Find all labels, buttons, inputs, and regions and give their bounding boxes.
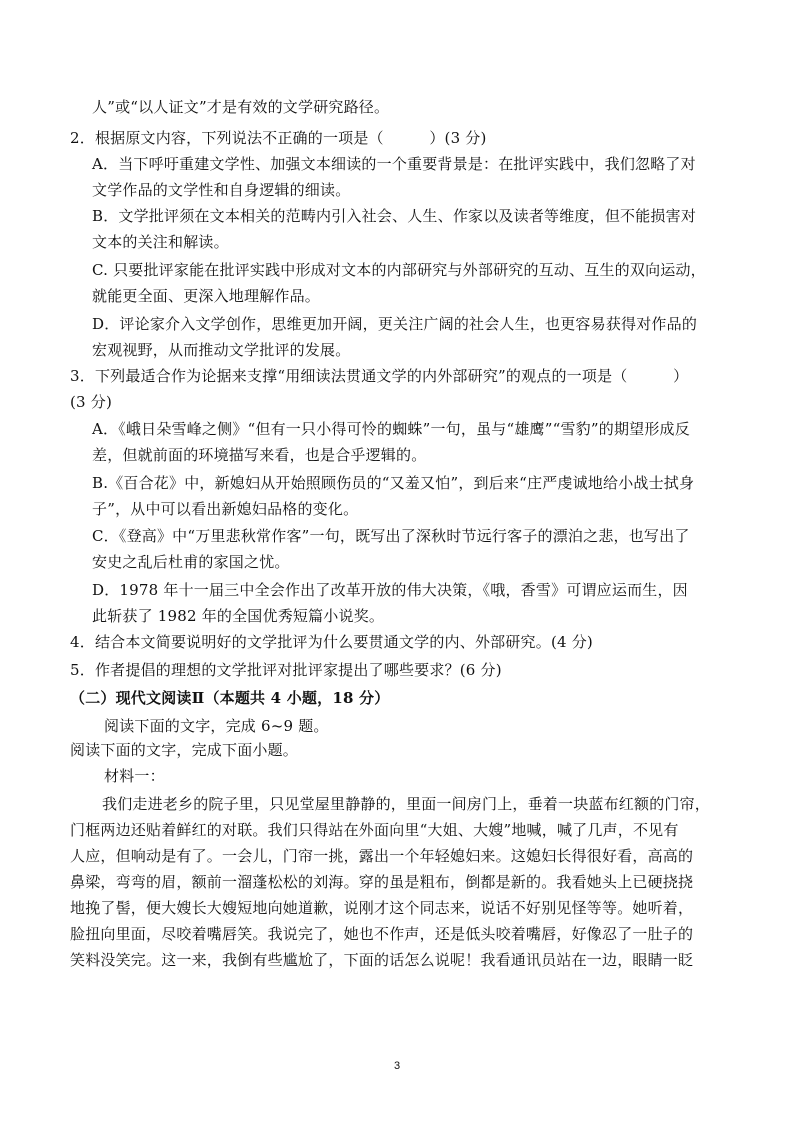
question-2-option-a-cont: 文学作品的文学性和自身逻辑的细读。	[92, 181, 351, 199]
question-4: 4．结合本文简要说明好的文学批评为什么要贯通文学的内、外部研究。(4 分)	[70, 633, 593, 651]
question-3-option-b: B.《百合花》中，新媳妇从开始照顾伤员的“又羞又怕”，到后来“庄严虔诚地给小战士拭身	[92, 474, 695, 492]
question-3-option-c: C．《登高》中“万里悲秋常作客”一句，既写出了深秋时节远行客子的漂泊之悲，也写出了	[92, 527, 690, 545]
question-3-stem: 3．下列最适合作为论据来支撑“用细读法贯通文学的内外部研究”的观点的一项是（ ）	[70, 367, 689, 385]
passage-line: 脸扭向里面，尽咬着嘴唇笑。我说完了，她也不作声，还是低头咬着嘴唇，好像忍了一肚子的	[70, 925, 694, 943]
question-2-option-b-cont: 文本的关注和解读。	[92, 233, 229, 251]
question-3-option-c-cont: 安史之乱后杜甫的家国之忧。	[92, 553, 290, 571]
section-2-instruction-alt: 阅读下面的文字，完成下面小题。	[70, 741, 299, 759]
passage-line: 我们走进老乡的院子里，只见堂屋里静静的，里面一间房门上，垂着一块蓝布红额的门帘，	[102, 795, 711, 813]
section-2-heading: （二）现代文阅读Ⅱ（本题共 4 小题，18 分）	[70, 689, 390, 707]
section-2-instruction: 阅读下面的文字，完成 6~9 题。	[104, 717, 329, 735]
question-2-option-d-cont: 宏观视野，从而推动文学批评的发展。	[92, 341, 351, 359]
question-2-stem: 2．根据原文内容，下列说法不正确的一项是（ ）(3 分)	[70, 129, 487, 147]
question-3-option-a: A．《峨日朵雪峰之侧》“但有一只小得可怜的蜘蛛”一句，虽与“雄鹰”“雪豹”的期望形成反	[92, 420, 690, 438]
intro-line: 人”或“以人证文”才是有效的文学研究路径。	[92, 98, 390, 116]
passage-line: 门框两边还贴着鲜红的对联。我们只得站在外面向里“大姐、大嫂”地喊，喊了几声，不见有	[70, 821, 679, 839]
question-3-option-a-cont: 差，但就前面的环境描写来看，也是合乎逻辑的。	[92, 446, 427, 464]
passage-line: 人应，但响动是有了。一会儿，门帘一挑，露出一个年轻媳妇来。这媳妇长得很好看，高高的	[70, 847, 694, 865]
question-3-option-d: D．1978 年十一届三中全会作出了改革开放的伟大决策，《哦，香雪》可谓应运而生，因	[92, 581, 688, 599]
question-2-option-c: C. 只要批评家能在批评实践中形成对文本的内部研究与外部研究的互动、互生的双向运动，	[92, 261, 706, 279]
question-5: 5．作者提倡的理想的文学批评对批评家提出了哪些要求？(6 分)	[70, 661, 502, 679]
passage-line: 地挽了髻，便大嫂长大嫂短地向她道歉，说刚才这个同志来，说话不好别见怪等等。她听着，	[70, 899, 694, 917]
material-label: 材料一：	[104, 767, 165, 785]
question-3-option-d-cont: 此斩获了 1982 年的全国优秀短篇小说奖。	[92, 607, 385, 625]
question-2-option-b: B．文学批评须在文本相关的范畴内引入社会、人生、作家以及读者等维度，但不能损害对	[92, 207, 697, 225]
question-2-option-d: D．评论家介入文学创作，思维更加开阔，更关注广阔的社会人生，也更容易获得对作品的	[92, 315, 698, 333]
question-2-option-c-cont: 就能更全面、更深入地理解作品。	[92, 287, 321, 305]
question-3-option-b-cont: 子”，从中可以看出新媳妇品格的变化。	[92, 500, 359, 518]
question-2-option-a: A．当下呼吁重建文学性、加强文本细读的一个重要背景是：在批评实践中，我们忽略了对	[92, 155, 696, 173]
passage-line: 鼻梁，弯弯的眉，额前一溜蓬松松的刘海。穿的虽是粗布，倒都是新的。我看她头上已硬挠挠	[70, 873, 694, 891]
page-number: 3	[393, 1060, 401, 1072]
passage-line: 笑料没笑完。这一来，我倒有些尴尬了，下面的话怎么说呢！我看通讯员站在一边，眼睛一眨	[70, 951, 694, 969]
question-3-points: (3 分)	[70, 393, 113, 411]
